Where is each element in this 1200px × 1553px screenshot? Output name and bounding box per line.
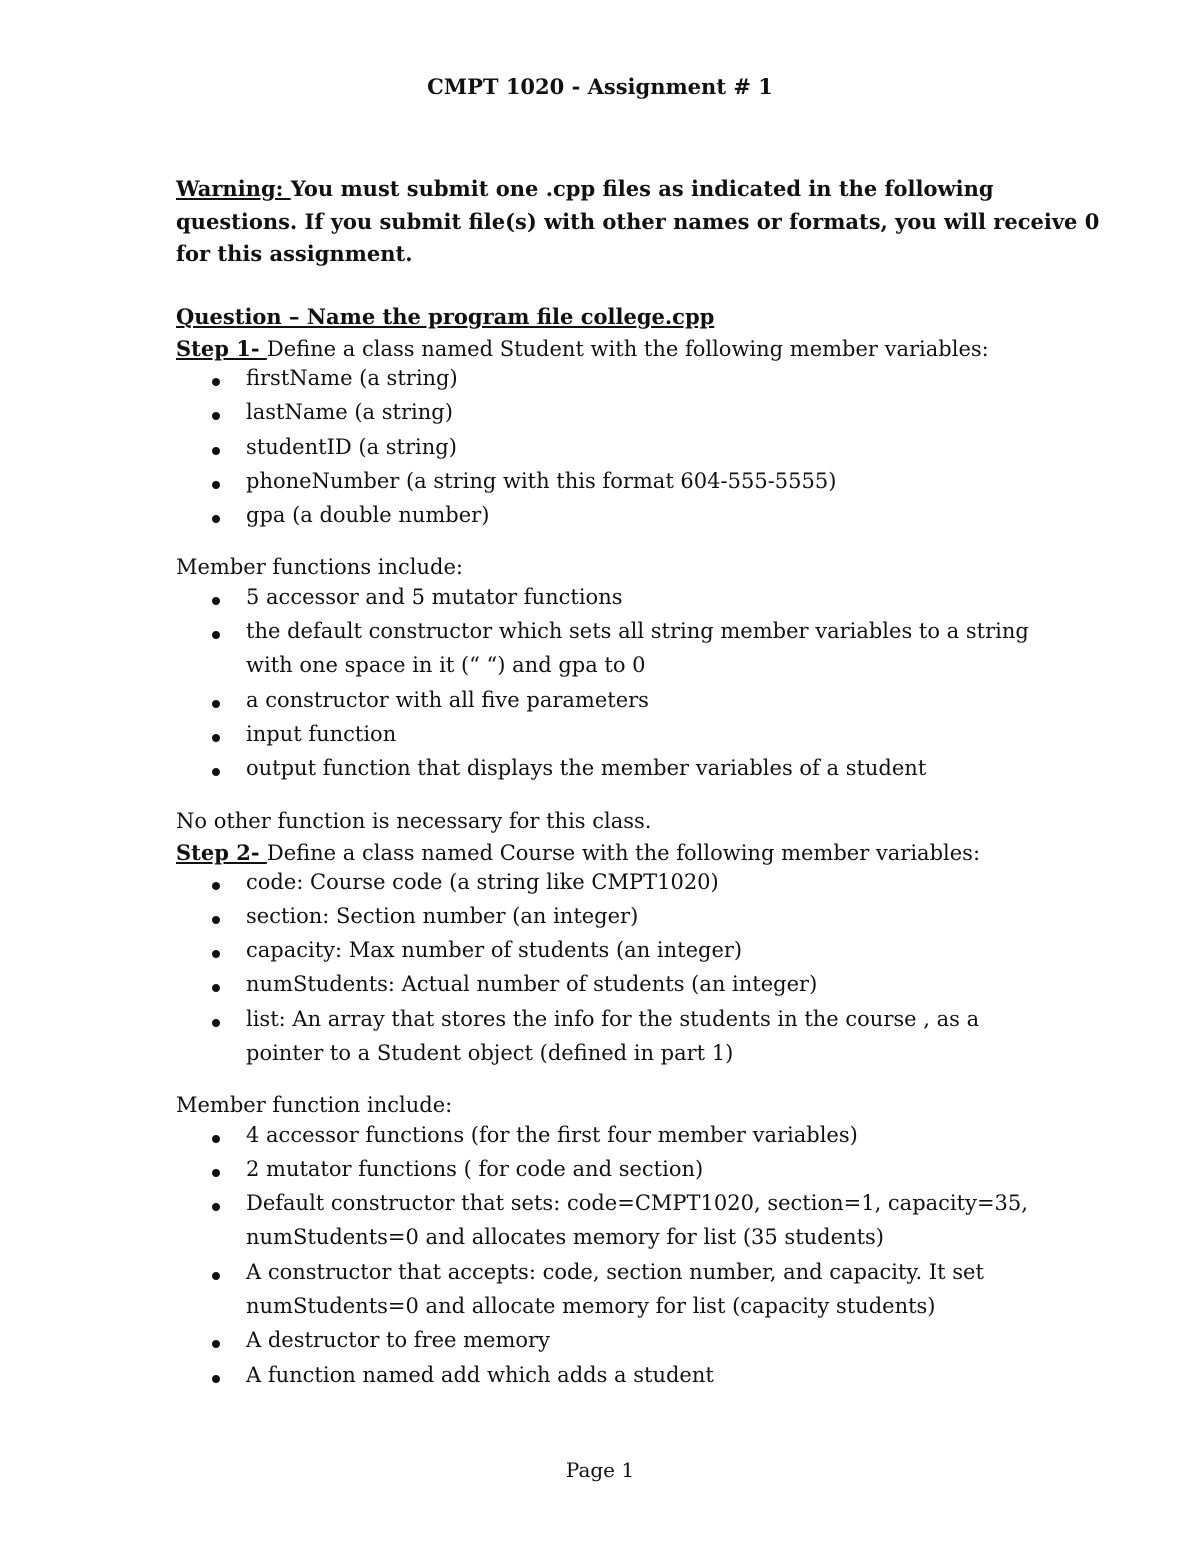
bullet-icon — [212, 734, 220, 742]
bullet-icon — [212, 1169, 220, 1177]
warning-label: Warning: — [176, 176, 291, 201]
bullet-icon — [212, 700, 220, 708]
bullet-icon — [212, 984, 220, 992]
bullet-icon — [212, 882, 220, 890]
list-item: list: An array that stores the info for the students in the course , as a — [246, 1007, 980, 1031]
member-functions-heading: Member functions include: — [176, 555, 463, 579]
list-item: the default constructor which sets all string member variables to a string — [246, 619, 1029, 643]
no-other-function-text: No other function is necessary for this class. — [176, 809, 652, 833]
list-item: studentID (a string) — [246, 435, 457, 459]
bullet-icon — [212, 1135, 220, 1143]
step2-label: Step 2- — [176, 840, 267, 865]
list-item: 5 accessor and 5 mutator functions — [246, 585, 623, 609]
step1-line — [176, 333, 989, 365]
document-title: CMPT 1020 - Assignment # 1 — [427, 74, 773, 99]
question-heading: Question – Name the program file college.cpp — [176, 304, 715, 329]
bullet-icon — [212, 447, 220, 455]
bullet-icon — [212, 768, 220, 776]
bullet-icon — [212, 1019, 220, 1027]
list-item-continuation: pointer to a Student object (defined in part 1) — [246, 1041, 734, 1065]
list-item: a constructor with all five parameters — [246, 688, 649, 712]
step1-text: Define a class named Student with the following member variables: — [266, 337, 989, 361]
list-item: gpa (a double number) — [246, 503, 490, 527]
warning-text-1: You must submit one .cpp files as indicated in the following — [290, 176, 994, 201]
warning-line-2: questions. If you submit file(s) with other names or formats, you will receive 0 — [176, 209, 1100, 234]
list-item-continuation: numStudents=0 and allocates memory for list (35 students) — [246, 1225, 884, 1249]
step2-line — [176, 837, 980, 869]
list-item: input function — [246, 722, 397, 746]
bullet-icon — [212, 1203, 220, 1211]
list-item: A destructor to free memory — [246, 1328, 550, 1352]
list-item: output function that displays the member variables of a student — [246, 756, 927, 780]
list-item-continuation: with one space in it (“ “) and gpa to 0 — [246, 653, 646, 677]
list-item: lastName (a string) — [246, 400, 453, 424]
list-item: A constructor that accepts: code, section number, and capacity. It set — [246, 1260, 984, 1284]
bullet-icon — [212, 412, 220, 420]
list-item: numStudents: Actual number of students (an integer) — [246, 972, 818, 996]
warning-line-3: for this assignment. — [176, 241, 413, 266]
bullet-icon — [212, 378, 220, 386]
list-item: firstName (a string) — [246, 366, 458, 390]
page-number: Page 1 — [565, 1458, 635, 1482]
step2-text: Define a class named Course with the following member variables: — [266, 841, 981, 865]
warning-line-1 — [176, 173, 994, 205]
bullet-icon — [212, 481, 220, 489]
bullet-icon — [212, 515, 220, 523]
list-item: A function named add which adds a student — [246, 1363, 714, 1387]
bullet-icon — [212, 1272, 220, 1280]
list-item: 2 mutator functions ( for code and section) — [246, 1157, 704, 1181]
list-item-continuation: numStudents=0 and allocate memory for list (capacity students) — [246, 1294, 936, 1318]
member-function-heading-2: Member function include: — [176, 1093, 453, 1117]
list-item: Default constructor that sets: code=CMPT1020, section=1, capacity=35, — [246, 1191, 1028, 1215]
list-item: 4 accessor functions (for the first four member variables) — [246, 1123, 858, 1147]
list-item: phoneNumber (a string with this format 604-555-5555) — [246, 469, 837, 493]
bullet-icon — [212, 1340, 220, 1348]
bullet-icon — [212, 916, 220, 924]
bullet-icon — [212, 631, 220, 639]
bullet-icon — [212, 1375, 220, 1383]
step1-label: Step 1- — [176, 336, 267, 361]
bullet-icon — [212, 597, 220, 605]
list-item: code: Course code (a string like CMPT1020) — [246, 870, 719, 894]
list-item: section: Section number (an integer) — [246, 904, 639, 928]
bullet-icon — [212, 950, 220, 958]
list-item: capacity: Max number of students (an integer) — [246, 938, 743, 962]
